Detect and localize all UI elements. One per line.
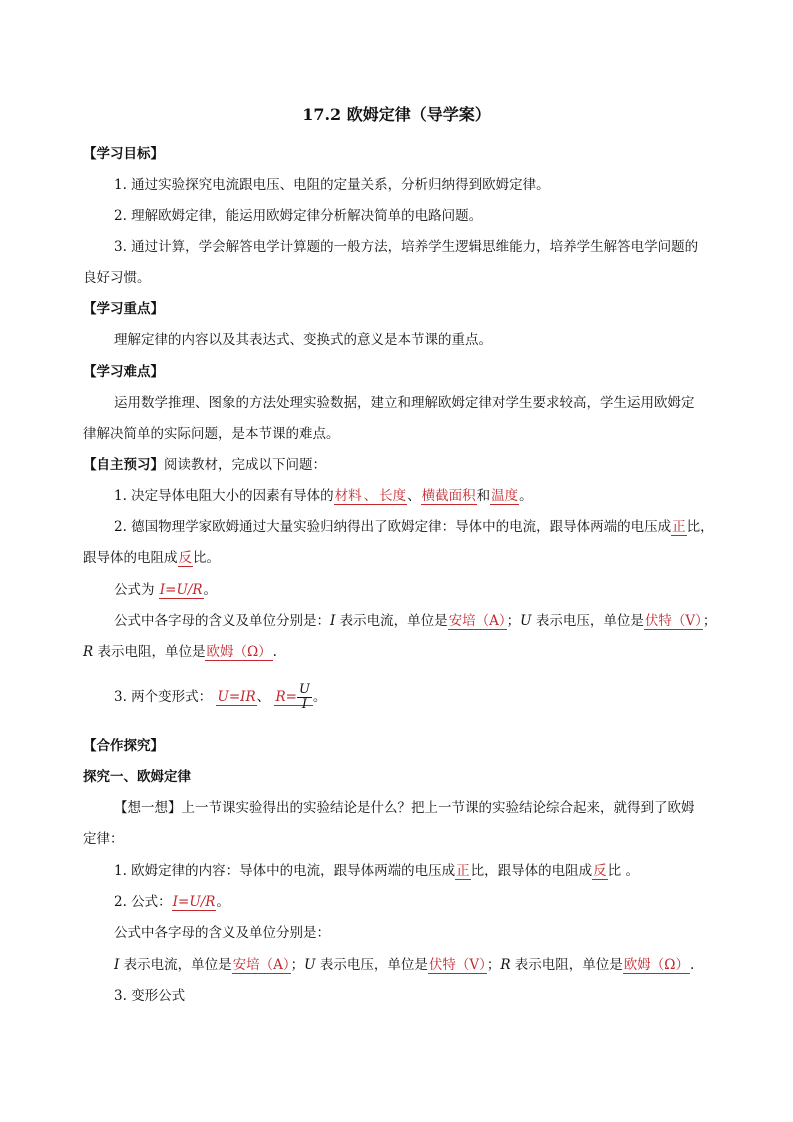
text: 跟导体的电阻成 bbox=[83, 550, 178, 566]
units-line-2 bbox=[114, 955, 694, 975]
end: 。 bbox=[312, 689, 327, 705]
explore-heading: 探究一、欧姆定律 bbox=[83, 769, 191, 785]
think-line-1: 【想一想】上一节课实验得出的实验结论是什么？把上一节课的实验结论综合起来，就得到了欧姆 bbox=[114, 800, 695, 816]
key-points-heading: 【学习重点】 bbox=[83, 301, 164, 317]
goal-3-line-1: 3. 通过计算，学会解答电学计算题的一般方法，培养学生逻辑思维能力，培养学生解答电学问题的 bbox=[114, 239, 699, 255]
end: . bbox=[272, 644, 277, 660]
text: 1. 欧姆定律的内容：导体中的电流，跟导体两端的电压成 bbox=[114, 863, 456, 879]
preview-item-1 bbox=[114, 486, 533, 506]
answer-formula: I=U/R bbox=[159, 582, 203, 598]
page-title: 17.2 欧姆定律（导学案） bbox=[302, 105, 491, 124]
preview-intro-line bbox=[83, 455, 326, 475]
answer-length: 长度 bbox=[379, 488, 407, 504]
answer-cross-section: 横截面积 bbox=[421, 488, 476, 504]
text: 比，跟导体的电阻成 bbox=[470, 863, 593, 879]
variant-label: 3. 两个变形式： bbox=[114, 689, 213, 705]
text: 2. 公式： bbox=[114, 894, 172, 910]
end: . bbox=[690, 957, 695, 973]
variant-formulas bbox=[114, 682, 326, 712]
end: 。 bbox=[519, 488, 533, 504]
key-points-text: 理解定律的内容以及其表达式、变换式的意义是本节课的重点。 bbox=[114, 332, 492, 348]
text: 比。 bbox=[193, 550, 220, 566]
content-item-3: 3. 变形公式 bbox=[114, 988, 186, 1004]
text: 比 。 bbox=[607, 863, 639, 879]
answer-variant-2 bbox=[274, 682, 312, 712]
difficulty-line-1: 运用数学推理、图象的方法处理实验数据，建立和理解欧姆定律对学生要求较高，学生运用欧姆定 bbox=[114, 395, 695, 411]
answer-volt-2: 伏特（V） bbox=[428, 957, 486, 973]
units-line bbox=[114, 611, 716, 631]
text: 表示电压，单位是 bbox=[315, 957, 428, 973]
goal-2: 2. 理解欧姆定律，能运用欧姆定律分析解决简单的电路问题。 bbox=[114, 208, 483, 224]
preview-heading: 【自主预习】 bbox=[83, 457, 164, 473]
answer-inverse: 反 bbox=[178, 550, 192, 566]
answer-temperature: 温度 bbox=[491, 488, 519, 504]
sep: ； bbox=[486, 957, 501, 973]
answer-sep: 、 bbox=[363, 488, 378, 504]
answer-ampere-2: 安培（A） bbox=[232, 957, 290, 973]
sep: 、 bbox=[407, 488, 421, 504]
answer-formula-2: I=U/R bbox=[172, 894, 216, 910]
answer-direct: 正 bbox=[672, 519, 686, 535]
sep: ； bbox=[290, 957, 305, 973]
preview-item-2-text: 2. 德国物理学家欧姆通过大量实验归纳得出了欧姆定律：导体中的电流，跟导体两端的电压成 bbox=[114, 519, 672, 535]
answer-ampere: 安培（A） bbox=[448, 613, 506, 629]
goals-heading: 【学习目标】 bbox=[83, 146, 164, 162]
answer-ohm: 欧姆（Ω） bbox=[206, 644, 272, 660]
answer-inverse-2: 反 bbox=[593, 863, 607, 879]
variant-2-lhs: R= bbox=[275, 689, 297, 705]
difficulty-line-2: 律解决简单的实际问题，是本节课的难点。 bbox=[83, 426, 340, 442]
answer-variant-1: U=IR bbox=[217, 689, 256, 705]
formula-line bbox=[114, 580, 217, 600]
text: 表示电阻，单位是 bbox=[93, 644, 206, 660]
fraction-denominator: I bbox=[301, 697, 307, 712]
units-label-2: 公式中各字母的含义及单位分别是： bbox=[114, 925, 330, 941]
goal-3-line-2: 良好习惯。 bbox=[83, 270, 151, 286]
end: 。 bbox=[216, 894, 230, 910]
text: 比， bbox=[686, 519, 714, 535]
symbol-I: I bbox=[114, 957, 120, 973]
preview-item-1-text: 1. 决定导体电阻大小的因素有导体的 bbox=[114, 488, 334, 504]
text: 表示电压，单位是 bbox=[531, 613, 644, 629]
preview-item-2 bbox=[114, 517, 714, 537]
difficulty-heading: 【学习难点】 bbox=[83, 364, 164, 380]
formula-label: 公式为 bbox=[114, 582, 159, 598]
answer-volt: 伏特（V） bbox=[644, 613, 702, 629]
symbol-U: U bbox=[304, 957, 316, 973]
text: 表示电阻，单位是 bbox=[510, 957, 623, 973]
units-label: 公式中各字母的含义及单位分别是： bbox=[114, 613, 330, 629]
think-line-2: 定律： bbox=[83, 831, 124, 847]
answer-direct-2: 正 bbox=[456, 863, 470, 879]
sep: 、 bbox=[256, 689, 271, 705]
end: 。 bbox=[203, 582, 218, 598]
text: 表示电流，单位是 bbox=[119, 957, 232, 973]
symbol-I: I bbox=[330, 613, 336, 629]
content-item-2 bbox=[114, 892, 230, 912]
units-line-cont bbox=[83, 642, 277, 662]
fraction-numerator: U bbox=[298, 682, 310, 697]
symbol-R: R bbox=[83, 644, 94, 660]
sep: ； bbox=[702, 613, 717, 629]
preview-intro: 阅读教材，完成以下问题： bbox=[164, 457, 326, 473]
preview-item-2-cont bbox=[83, 548, 220, 568]
answer-material: 材料 bbox=[334, 488, 362, 504]
content-item-1 bbox=[114, 861, 639, 881]
fraction bbox=[297, 683, 312, 712]
sep: ； bbox=[506, 613, 521, 629]
symbol-R: R bbox=[500, 957, 511, 973]
answer-ohm-2: 欧姆（Ω） bbox=[623, 957, 689, 973]
text: 表示电流，单位是 bbox=[335, 613, 448, 629]
goal-1: 1. 通过实验探究电流跟电压、电阻的定量关系，分析归纳得到欧姆定律。 bbox=[114, 177, 550, 193]
sep: 和 bbox=[476, 488, 491, 504]
cooperation-heading: 【合作探究】 bbox=[83, 738, 164, 754]
symbol-U: U bbox=[520, 613, 532, 629]
